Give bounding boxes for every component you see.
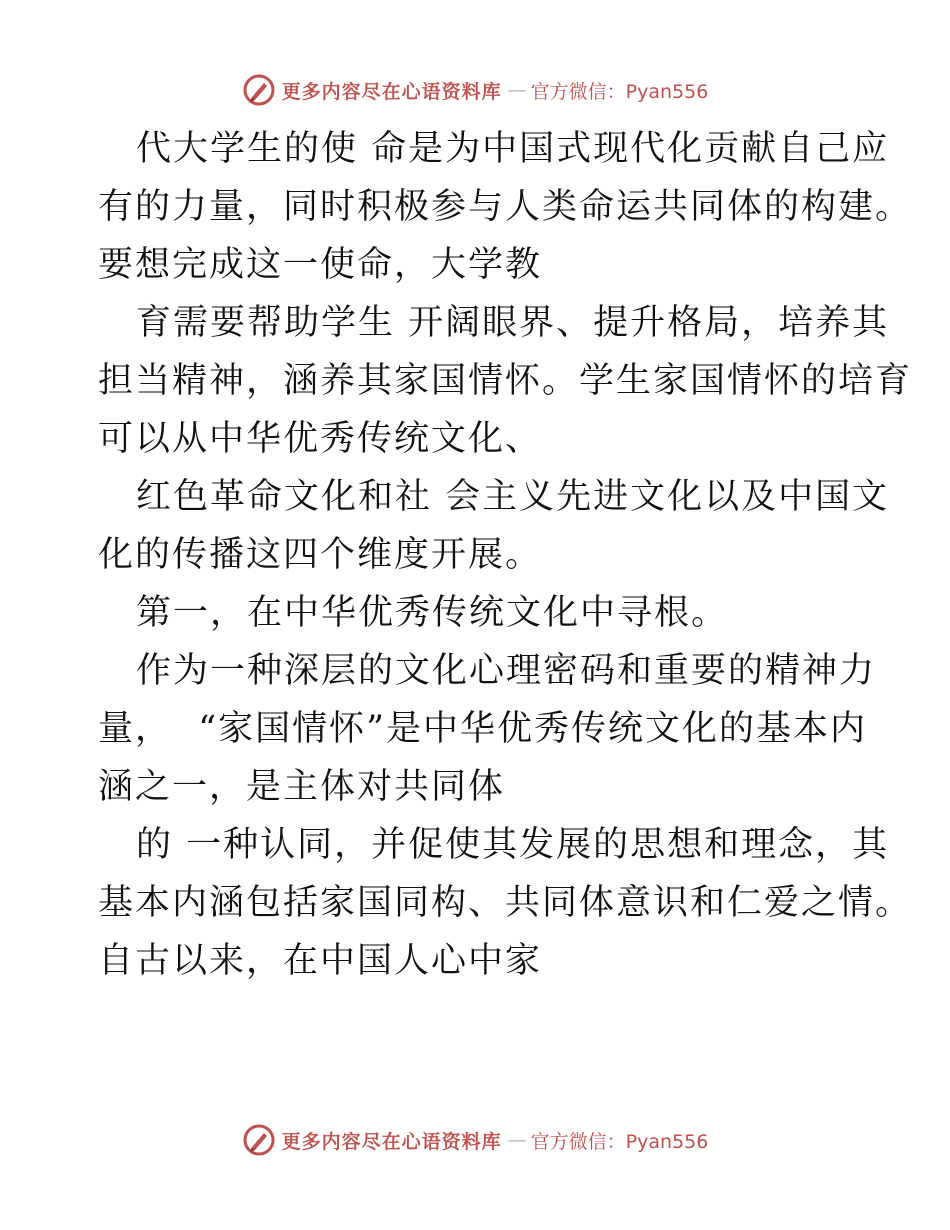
text-line: 作为一种深层的文化心理密码和重要的精神力 <box>136 651 877 691</box>
text-line: 代大学生的使 命是为中国式现代化贡献自己应 <box>136 129 890 169</box>
paragraph <box>98 120 913 294</box>
text-line: 要想完成这一使命，大学教 <box>98 245 543 285</box>
section-heading: 第一，在中华优秀传统文化中寻根。 <box>136 593 729 633</box>
paragraph <box>98 816 913 990</box>
paragraph <box>98 294 913 468</box>
document-body <box>98 120 913 990</box>
text-line: 育需要帮助学生 开阔眼界、提升格局，培养其 <box>136 303 890 343</box>
paragraph <box>98 584 858 642</box>
banner-dash: — <box>507 79 525 101</box>
text-line: 的 一种认同，并促使其发展的思想和理念，其 <box>136 825 890 865</box>
banner-brand: 更多内容尽在心语资料库 <box>281 1130 502 1153</box>
text-line: 自古以来，在中国人心中家 <box>98 941 543 981</box>
paragraph <box>98 642 877 816</box>
pen-logo-icon <box>242 73 276 107</box>
text-line: 红色革命文化和社 会主义先进文化以及中国文 <box>136 477 890 517</box>
footer-banner <box>0 1120 950 1160</box>
text-line: 有的力量，同时积极参与人类命运共同体的构建。 <box>98 187 913 227</box>
banner-brand: 更多内容尽在心语资料库 <box>281 80 502 103</box>
text-line: 基本内涵包括家国同构、共同体意识和仁爱之情。 <box>98 883 913 923</box>
banner-wechat: 官方微信：Pyan556 <box>530 1130 709 1153</box>
text-line: 可以从中华优秀传统文化、 <box>98 419 543 459</box>
text-line: 担当精神，涵养其家国情怀。学生家国情怀的培育 <box>98 361 913 401</box>
pen-logo-icon <box>242 1123 276 1157</box>
text-line: 涵之一，是主体对共同体 <box>98 767 506 807</box>
banner-dash: — <box>507 1129 525 1151</box>
paragraph <box>98 468 890 584</box>
text-line: 量， “家国情怀”是中华优秀传统文化的基本内 <box>98 709 868 749</box>
text-line: 化的传播这四个维度开展。 <box>98 535 543 575</box>
header-banner <box>0 70 950 110</box>
banner-wechat: 官方微信：Pyan556 <box>530 80 709 103</box>
